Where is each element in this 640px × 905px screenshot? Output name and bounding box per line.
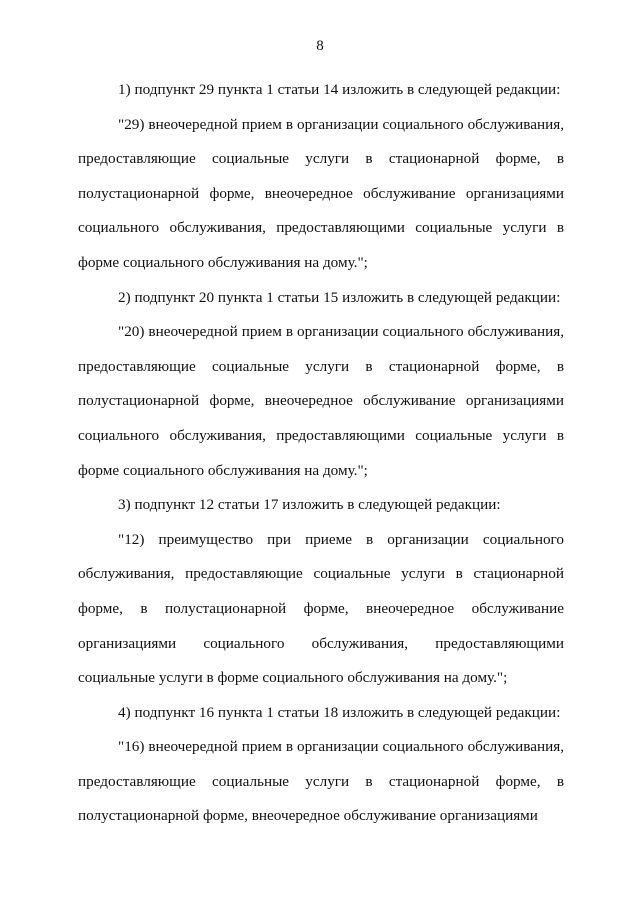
page-number: 8 bbox=[316, 38, 324, 54]
amendment-text-2: "20) внеочередной прием в организации социального обслуживания, предоставляющие социальные услуги в стационарной форме, в полустационарной форме, внеочередное обслуживание организациями социального обслуживания, предоставляющими социальные услуги в форме социального обслуживания на дому."; bbox=[78, 323, 564, 479]
amendment-item-3: 3) подпункт 12 статьи 17 изложить в следующей редакции: bbox=[118, 496, 501, 514]
amendment-text-4: "16) внеочередной прием в организации социального обслуживания, предоставляющие социальные услуги в стационарной форме, в полустационарной форме, внеочередное обслуживание организациями bbox=[78, 738, 564, 825]
amendment-item-4: 4) подпункт 16 пункта 1 статьи 18 изложить в следующей редакции: bbox=[118, 703, 561, 721]
amendment-text-1: "29) внеочередной прием в организации социального обслуживания, предоставляющие социальные услуги в стационарной форме, в полустационарной форме, внеочередное обслуживание организациями социального обслуживания, предоставляющими социальные услуги в форме социального обслуживания на дому."; bbox=[78, 115, 564, 271]
amendment-item-1: 1) подпункт 29 пункта 1 статьи 14 изложить в следующей редакции: bbox=[118, 81, 561, 98]
amendment-item-2: 2) подпункт 20 пункта 1 статьи 15 изложить в следующей редакции: bbox=[118, 288, 561, 306]
document-body bbox=[78, 73, 564, 834]
amendment-text-3: "12) преимущество при приеме в организации социального обслуживания, предоставляющие социальные услуги в стационарной форме, в полустационарной форме, внеочередное обслуживание организациями социального обслуживания, предоставляющими социальные услуги в форме социального обслуживания на дому."; bbox=[78, 530, 564, 687]
